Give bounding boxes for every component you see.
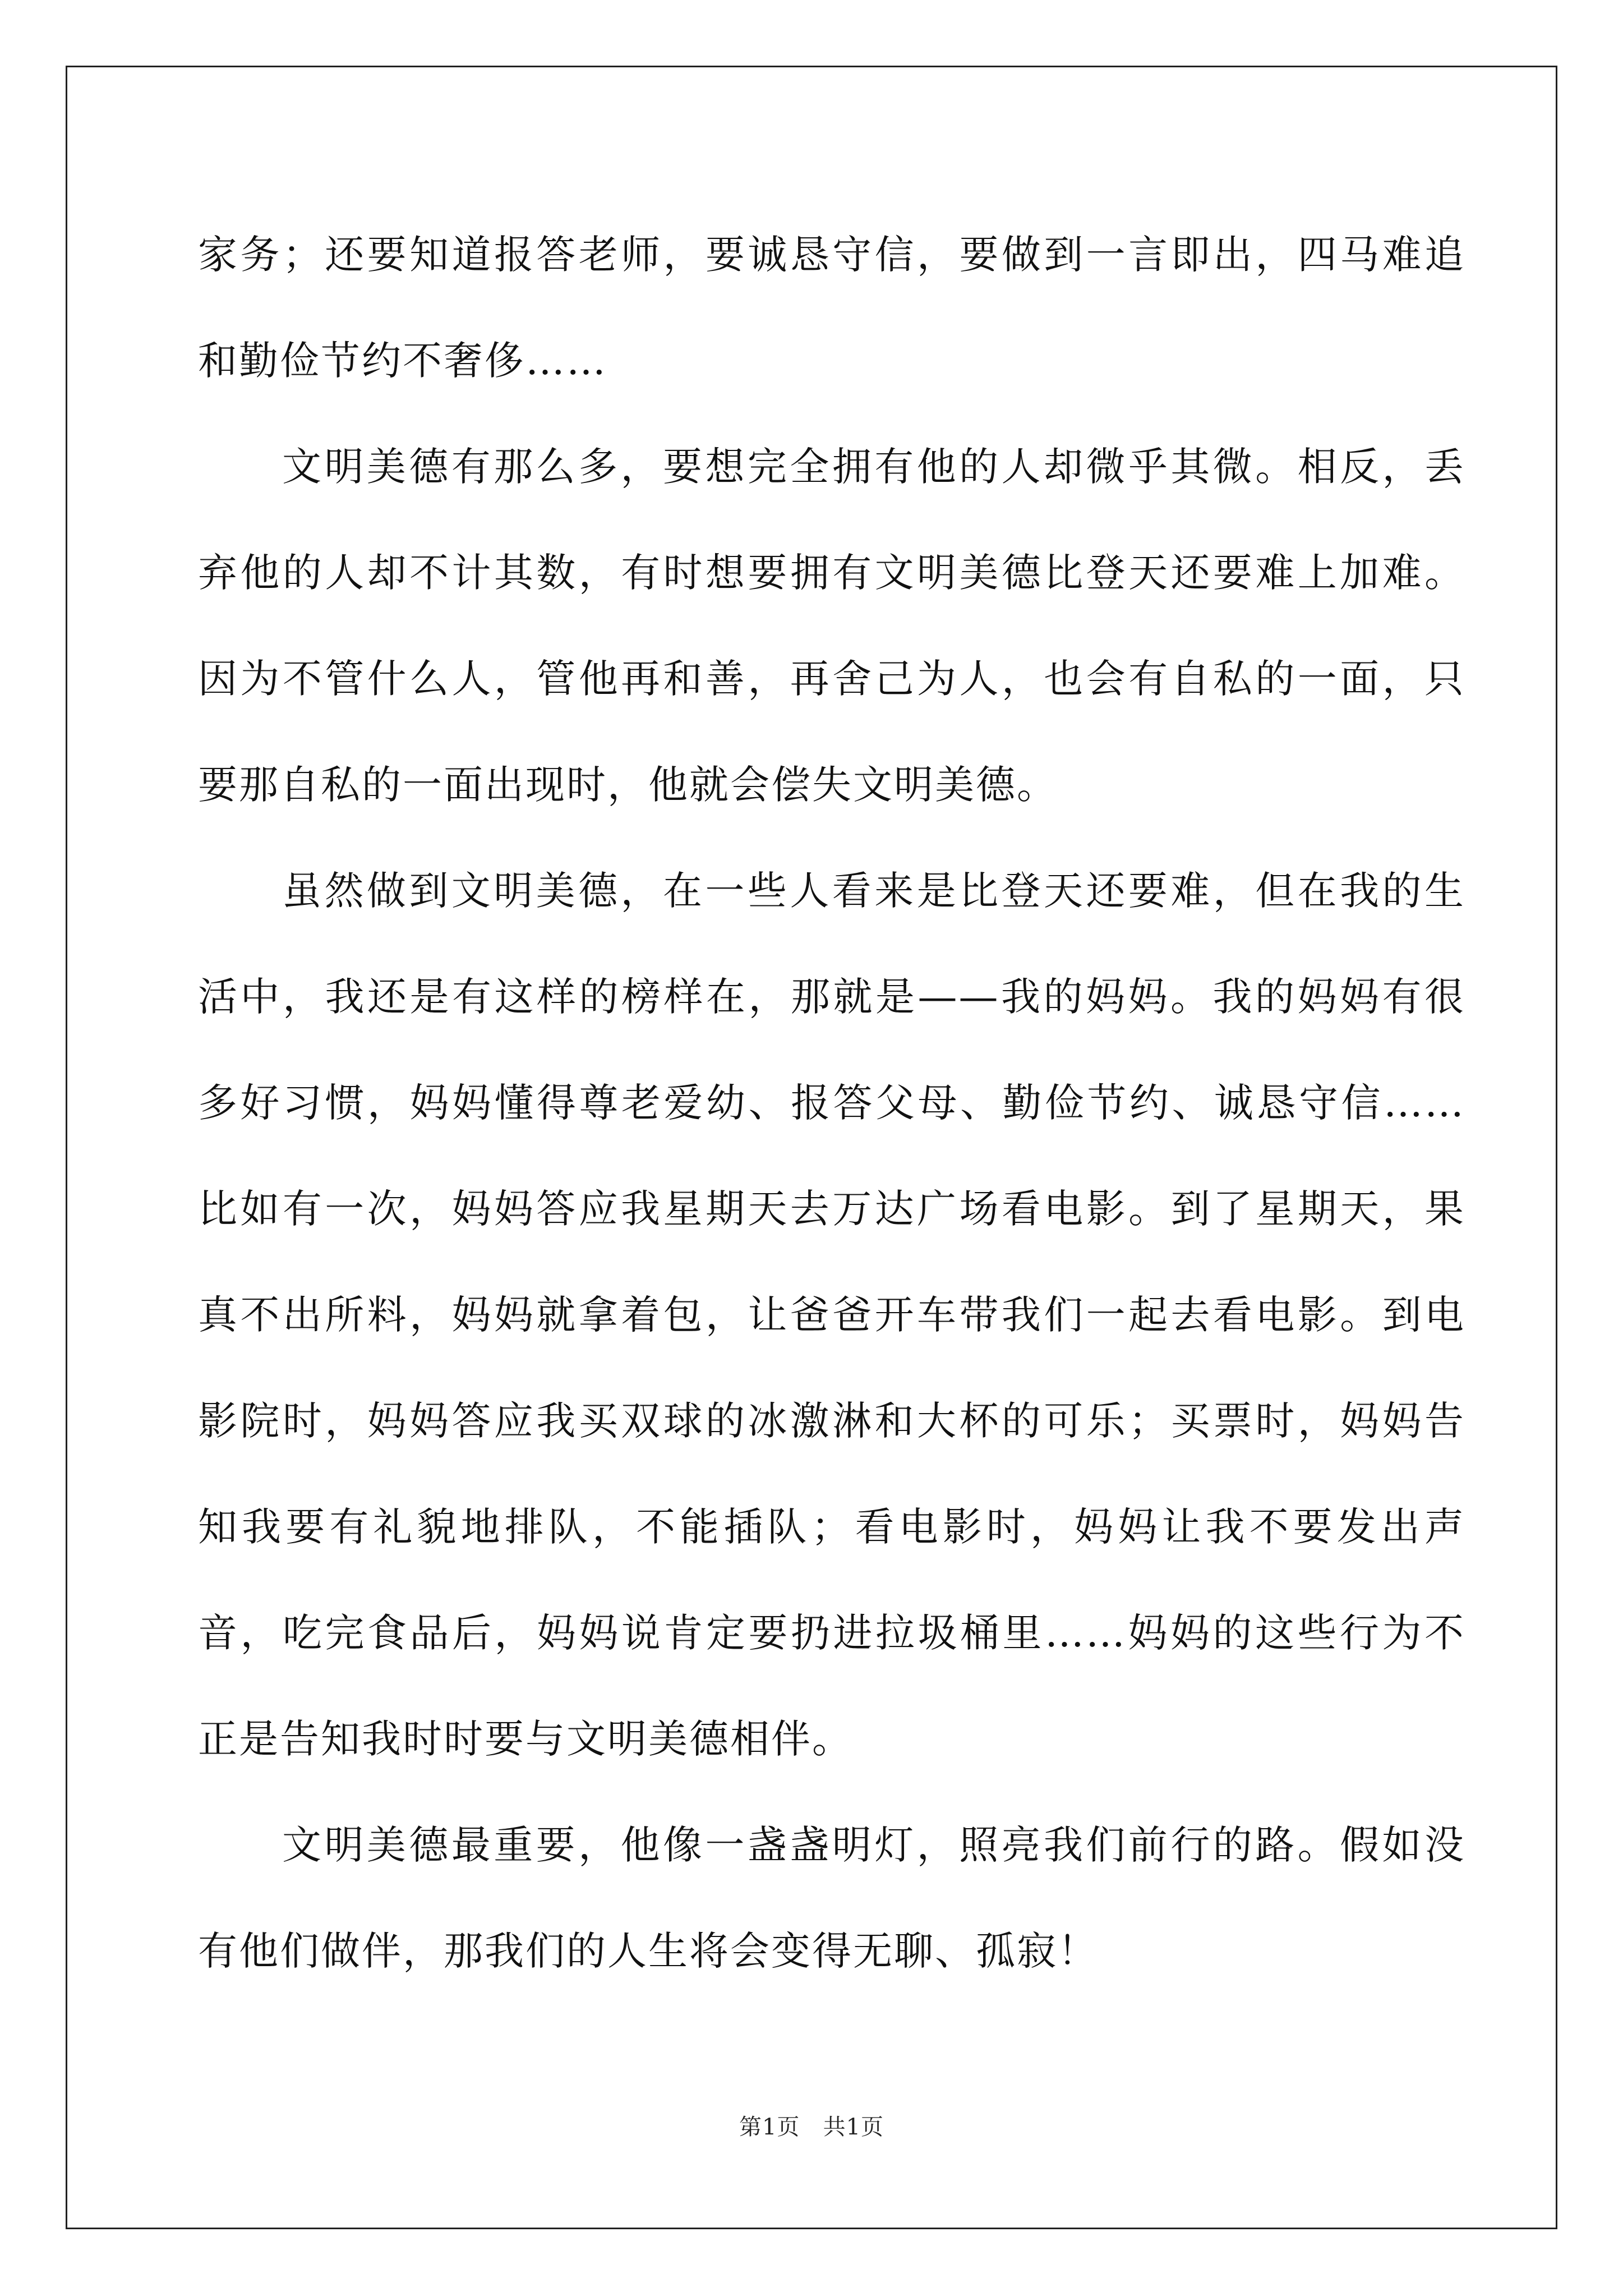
document-body (198, 202, 1465, 2004)
paragraph-4: 文明美德最重要，他像一盏盏明灯，照亮我们前行的路。假如没有他们做伴，那我们的人生将会变得无聊、孤寂！ (198, 1822, 1465, 1974)
page-number: 第1页 (739, 2114, 800, 2140)
paragraph-3: 虽然做到文明美德，在一些人看来是比登天还要难，但在我的生活中，我还是有这样的榜样在，那就是——我的妈妈。我的妈妈有很多好习惯，妈妈懂得尊老爱幼、报答父母、勤俭节约、诚恳守信……比如有一次，妈妈答应我星期天去万达广场看电影。到了星期天，果真不出所料，妈妈就拿着包，让爸爸开车带我们一起去看电影。到电影院时，妈妈答应我买双球的冰激淋和大杯的可乐；买票时，妈妈告知我要有礼貌地排队，不能插队；看电影时，妈妈让我不要发出声音，吃完食品后，妈妈说肯定要扔进拉圾桶里……妈妈的这些行为不正是告知我时时要与文明美德相伴。 (198, 868, 1465, 1762)
paragraph-2: 文明美德有那么多，要想完全拥有他的人却微乎其微。相反，丢弃他的人却不计其数，有时想要拥有文明美德比登天还要难上加难。因为不管什么人，管他再和善，再舍己为人，也会有自私的一面，只要那自私的一面出现时，他就会偿失文明美德。 (198, 444, 1465, 808)
page-total: 共1页 (823, 2114, 884, 2140)
page-footer (0, 2109, 1623, 2141)
footer-spacer (800, 2114, 823, 2140)
paragraph-1: 家务；还要知道报答老师，要诚恳守信，要做到一言即出，四马难追和勤俭节约不奢侈…… (198, 232, 1465, 384)
